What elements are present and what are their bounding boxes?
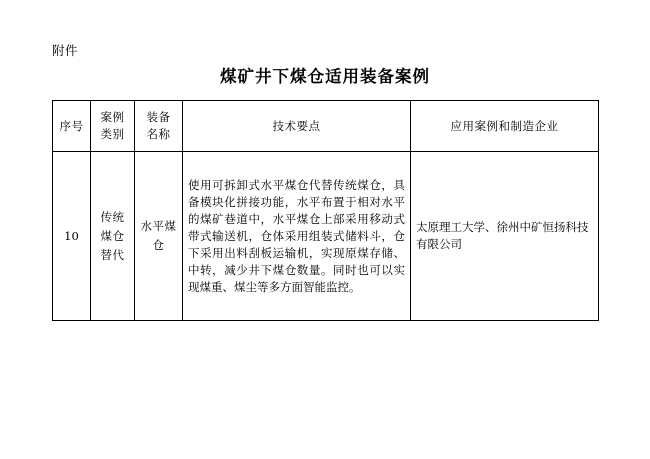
cell-equipment-name-line2: 仓 bbox=[152, 238, 165, 252]
cell-equipment-name bbox=[135, 152, 183, 321]
table-row bbox=[53, 152, 599, 321]
column-header-category-line2: 类别 bbox=[100, 127, 125, 141]
column-header-equipment-name-line2: 名称 bbox=[146, 127, 171, 141]
table-header bbox=[53, 101, 599, 152]
column-header-no: 序号 bbox=[53, 101, 91, 152]
cell-application: 太原理工大学、徐州中矿恒扬科技有限公司 bbox=[411, 152, 599, 321]
cell-category-line1: 传统 bbox=[100, 209, 125, 224]
column-header-equipment-name-line1: 装备 bbox=[146, 110, 171, 124]
column-header-tech-points: 技术要点 bbox=[183, 101, 411, 152]
column-header-category bbox=[91, 101, 135, 152]
cell-category bbox=[91, 152, 135, 321]
column-header-application: 应用案例和制造企业 bbox=[411, 101, 599, 152]
column-header-equipment-name bbox=[135, 101, 183, 152]
cell-no: 10 bbox=[53, 152, 91, 321]
cell-category-line3: 替代 bbox=[100, 247, 125, 262]
table-header-row bbox=[53, 101, 599, 152]
cell-category-line2: 煤仓 bbox=[100, 228, 125, 243]
table-body bbox=[53, 152, 599, 321]
cell-equipment-name-line1: 水平煤 bbox=[140, 219, 177, 233]
column-header-category-line1: 案例 bbox=[100, 110, 125, 124]
cell-tech-points: 使用可拆卸式水平煤仓代替传统煤仓，具备模块化拼接功能，水平布置于相对水平的煤矿巷道中，水平煤仓上部采用移动式带式输送机，仓体采用组装式储料斗，仓下采用出料刮板运输机，实现原煤存储、中转，减少井下煤仓数量。同时也可以实现煤重、煤尘等多方面智能监控。 bbox=[183, 152, 411, 321]
page-title: 煤矿井下煤仓适用装备案例 bbox=[220, 67, 430, 86]
attachment-label: 附件 bbox=[52, 43, 79, 58]
case-table bbox=[52, 100, 599, 321]
